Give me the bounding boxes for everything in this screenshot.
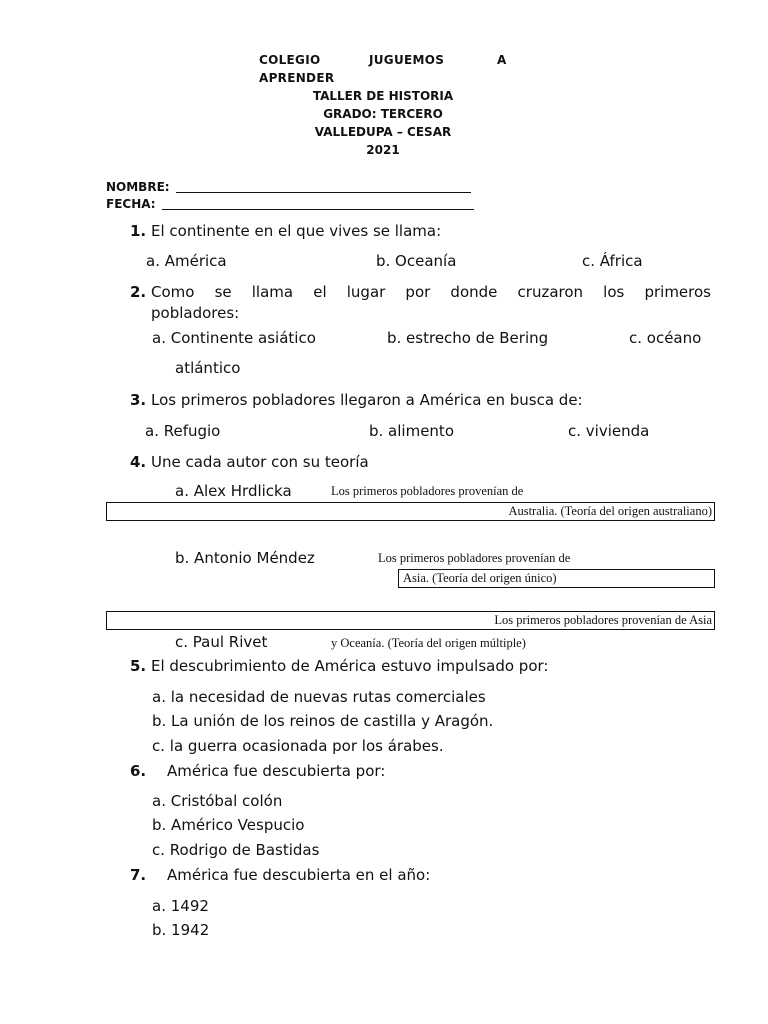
q6-text: América fue descubierta por: [167, 762, 386, 780]
q2-text-line1: Como se llama el lugar por donde cruzaron los primeros [151, 283, 711, 301]
q4-theory2-box-text: Asia. (Teoría del origen único) [403, 571, 557, 585]
q7-option-b[interactable]: b. 1942 [152, 921, 210, 939]
fecha-label: FECHA: [106, 197, 156, 211]
q1-option-a[interactable]: a. América [146, 252, 227, 270]
q4-author-b[interactable]: b. Antonio Méndez [175, 549, 315, 567]
q4-theory3-bottom: y Oceanía. (Teoría del origen múltiple) [331, 636, 526, 650]
q7-option-a[interactable]: a. 1492 [152, 897, 209, 915]
q5-text: El descubrimiento de América estuvo impulsado por: [151, 657, 549, 675]
q3-option-b[interactable]: b. alimento [369, 422, 454, 440]
header-grade: GRADO: TERCERO [323, 107, 443, 121]
q7-text: América fue descubierta en el año: [167, 866, 431, 884]
q1-option-b[interactable]: b. Oceanía [376, 252, 457, 270]
q5-option-b[interactable]: b. La unión de los reinos de castilla y Aragón. [152, 712, 494, 730]
q4-theory2-box[interactable] [398, 569, 715, 588]
header-workshop-title: TALLER DE HISTORIA [312, 89, 454, 103]
q4-author-a[interactable]: a. Alex Hrdlicka [175, 482, 292, 500]
q4-theory1-box[interactable] [106, 502, 715, 521]
q4-number: 4. [130, 453, 147, 471]
q1-text: El continente en el que vives se llama: [151, 222, 442, 240]
q3-text: Los primeros pobladores llegaron a América en busca de: [151, 391, 583, 409]
q6-option-c[interactable]: c. Rodrigo de Bastidas [152, 841, 320, 859]
q2-option-a[interactable]: a. Continente asiático [152, 329, 316, 347]
header-school-word1: COLEGIO [259, 53, 321, 67]
q2-option-c[interactable]: c. océano [629, 329, 702, 347]
header-school-word3: A [497, 53, 507, 67]
header-school-word4: APRENDER [259, 71, 335, 85]
q3-option-c[interactable]: c. vivienda [568, 422, 650, 440]
q1-option-c[interactable]: c. África [582, 252, 643, 270]
q6-option-a[interactable]: a. Cristóbal colón [152, 792, 283, 810]
q7-number: 7. [130, 866, 147, 884]
q5-option-a[interactable]: a. la necesidad de nuevas rutas comerciales [152, 688, 486, 706]
q4-theory1-box-text: Australia. (Teoría del origen australiano) [508, 504, 712, 518]
q4-author-c[interactable]: c. Paul Rivet [175, 633, 268, 651]
q4-text: Une cada autor con su teoría [151, 453, 369, 471]
q4-theory3-box-text: Los primeros pobladores provenían de Asia [494, 613, 712, 627]
q2-text-line2: pobladores: [151, 304, 240, 322]
header-year: 2021 [366, 143, 400, 157]
q4-theory3-box[interactable] [106, 611, 715, 630]
q3-number: 3. [130, 391, 147, 409]
nombre-label: NOMBRE: [106, 180, 170, 194]
q2-option-b[interactable]: b. estrecho de Bering [387, 329, 549, 347]
q1-number: 1. [130, 222, 147, 240]
q6-number: 6. [130, 762, 147, 780]
header-city: VALLEDUPA – CESAR [314, 125, 452, 139]
q4-theory2-top: Los primeros pobladores provenían de [378, 551, 571, 565]
nombre-field[interactable] [176, 192, 471, 193]
q5-option-c[interactable]: c. la guerra ocasionada por los árabes. [152, 737, 444, 755]
q6-option-b[interactable]: b. Américo Vespucio [152, 816, 305, 834]
q4-theory1-top: Los primeros pobladores provenían de [331, 484, 524, 498]
fecha-field[interactable] [162, 209, 474, 210]
q2-option-c-continued: atlántico [175, 359, 241, 377]
q5-number: 5. [130, 657, 147, 675]
header-school-word2: JUGUEMOS [369, 53, 445, 67]
q2-number: 2. [130, 283, 147, 301]
q3-option-a[interactable]: a. Refugio [145, 422, 221, 440]
